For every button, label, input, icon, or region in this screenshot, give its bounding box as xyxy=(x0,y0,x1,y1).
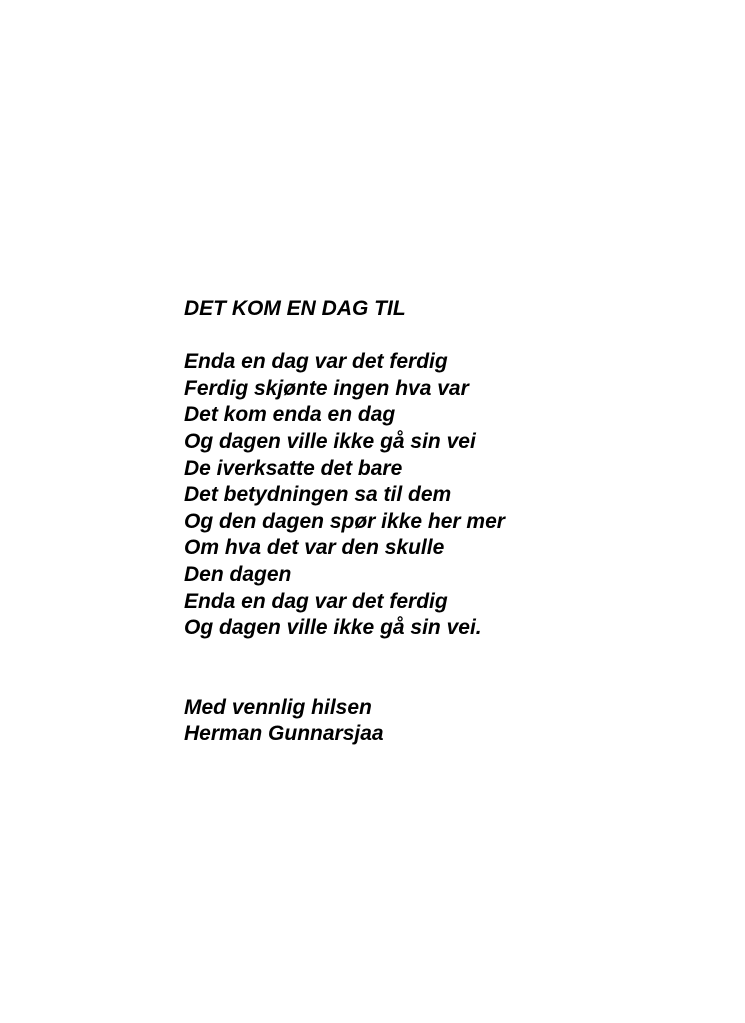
poem-line: Ferdig skjønte ingen hva var xyxy=(184,376,469,400)
poem-stanza xyxy=(184,349,704,642)
poem-line: Og den dagen spør ikke her mer xyxy=(184,509,505,533)
closing-block xyxy=(184,695,704,748)
poem-line: Enda en dag var det ferdig xyxy=(184,350,448,374)
poem-line: Og dagen ville ikke gå sin vei xyxy=(184,429,476,453)
poem-title: DET KOM EN DAG TIL xyxy=(184,297,406,320)
poem-line: Om hva det var den skulle xyxy=(184,536,445,560)
poem-line: Enda en dag var det ferdig xyxy=(184,589,448,613)
author-signature: Herman Gunnarsjaa xyxy=(184,722,384,746)
poem-line: Og dagen ville ikke gå sin vei. xyxy=(184,616,482,640)
poem-line: De iverksatte det bare xyxy=(184,456,403,480)
closing-greeting: Med vennlig hilsen xyxy=(184,695,372,719)
poem-line: Den dagen xyxy=(184,562,292,586)
poem-line: Det kom enda en dag xyxy=(184,403,396,427)
poem-block xyxy=(184,296,704,748)
poem-line: Det betydningen sa til dem xyxy=(184,483,452,507)
